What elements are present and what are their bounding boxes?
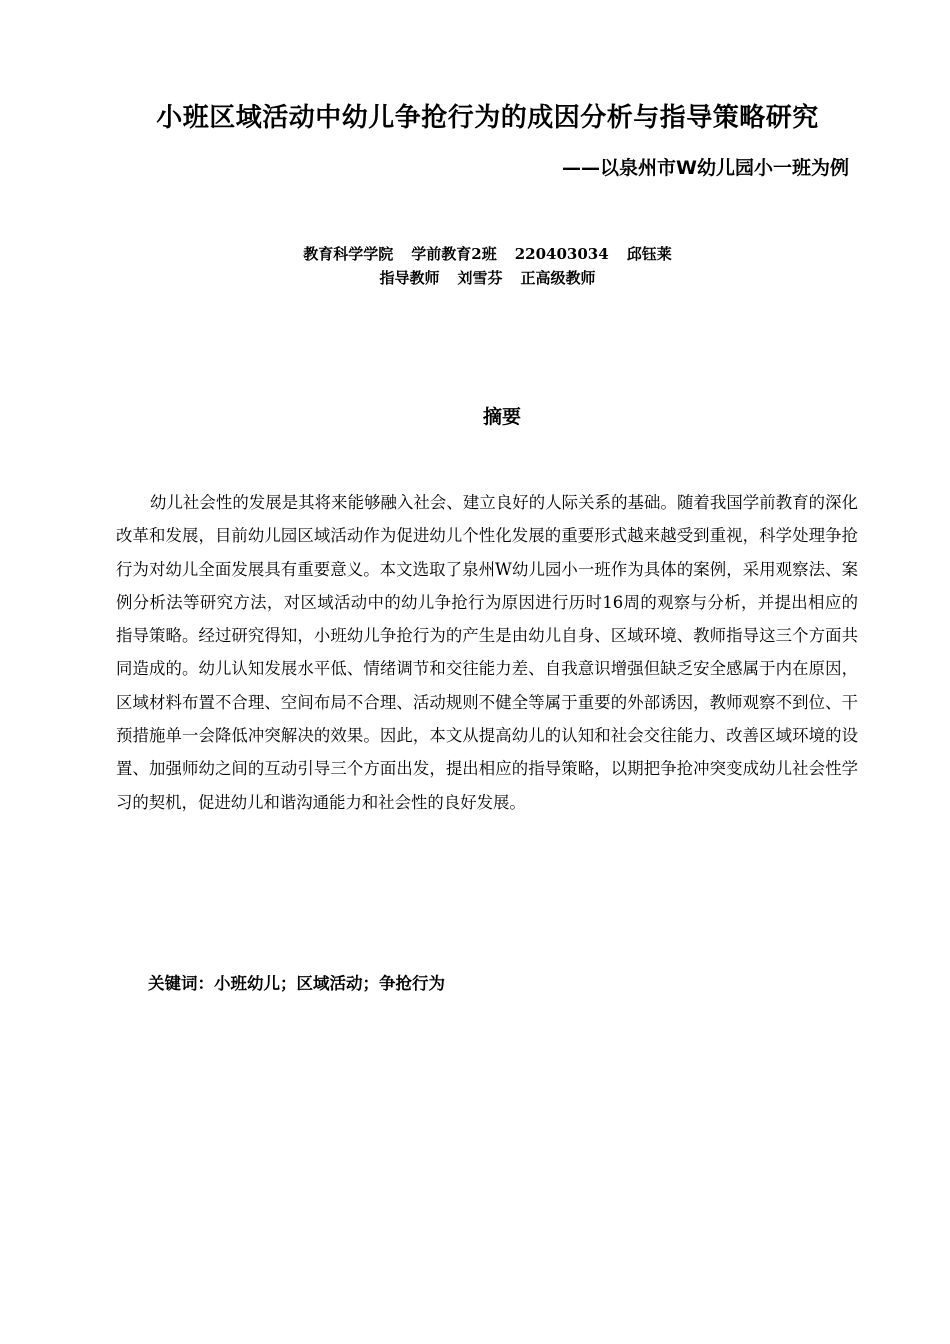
author-name: 邱钰莱: [626, 245, 672, 263]
paper-subtitle: ——以泉州市W幼儿园小一班为例: [562, 157, 849, 179]
author-info-line: [0, 243, 950, 265]
keywords-text: 小班幼儿；区域活动；争抢行为: [214, 974, 445, 993]
advisor-name: 刘雪芬: [457, 269, 503, 287]
keywords-label: 关键词：: [148, 974, 214, 993]
author-class: 学前教育2班: [411, 245, 497, 263]
advisor-info-line: [0, 267, 950, 289]
advisor-label: 指导教师: [379, 269, 440, 287]
author-college: 教育科学学院: [303, 245, 394, 263]
abstract-body: 幼儿社会性的发展是其将来能够融入社会、建立良好的人际关系的基础。随着我国学前教育的深化改革和发展，目前幼儿园区域活动作为促进幼儿个性化发展的重要形式越来越受到重视，科学处理争抢行为对幼儿全面发展具有重要意义。本文选取了泉州W幼儿园小一班作为具体的案例，采用观察法、案例分析法等研究方法，对区域活动中的幼儿争抢行为原因进行历时16周的观察与分析，并提出相应的指导策略。经过研究得知，小班幼儿争抢行为的产生是由幼儿自身、区域环境、教师指导这三个方面共同造成的。幼儿认知发展水平低、情绪调节和交往能力差、自我意识增强但缺乏安全感属于内在原因，区域材料布置不合理、空间布局不合理、活动规则不健全等属于重要的外部诱因，教师观察不到位、干预措施单一会降低冲突解决的效果。因此，本文从提高幼儿的认知和社会交往能力、改善区域环境的设置、加强师幼之间的互动引导三个方面出发，提出相应的指导策略，以期把争抢冲突变成幼儿社会性学习的契机，促进幼儿和谐沟通能力和社会性的良好发展。: [116, 493, 858, 812]
advisor-title: 正高级教师: [520, 269, 596, 287]
paper-title: 小班区域活动中幼儿争抢行为的成因分析与指导策略研究: [156, 103, 819, 133]
keywords-line: [148, 971, 445, 997]
author-student-id: 220403034: [514, 245, 609, 263]
abstract-heading: 摘要: [482, 406, 521, 428]
